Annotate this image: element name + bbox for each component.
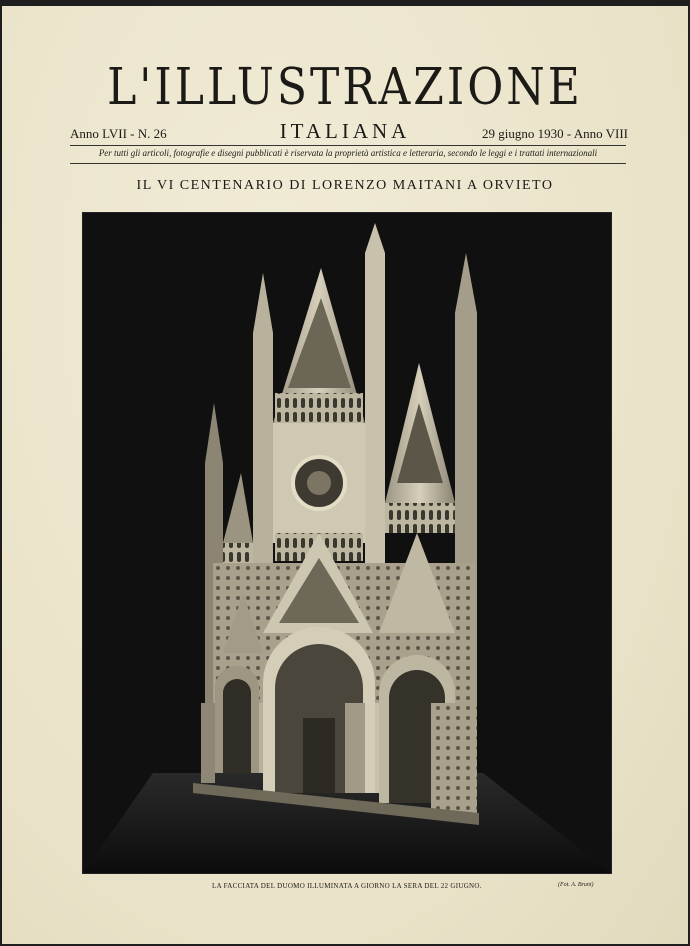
copyright-notice: Per tutti gli articoli, fotografie e disegni pubblicati è riservata la proprietà artistica e letteraria, secondo le leggi e i trattati internazionali — [98, 148, 598, 158]
article-headline: IL VI CENTENARIO DI LORENZO MAITANI A ORVIETO — [136, 178, 554, 193]
photo-caption: LA FACCIATA DEL DUOMO ILLUMINATA A GIORNO LA SERA DEL 22 GIUGNO. — [212, 882, 482, 890]
top-divider — [70, 145, 626, 146]
issue-number: Anno LVII - N. 26 — [70, 126, 167, 141]
issue-date: 29 giugno 1930 - Anno VIII — [481, 126, 628, 141]
bottom-divider — [70, 163, 626, 164]
photo-credit: (Fot. A. Bruni) — [558, 882, 594, 888]
masthead-title: L'ILLUSTRAZIONE — [107, 58, 583, 117]
masthead-subtitle: ITALIANA — [279, 119, 411, 143]
magazine-cover-page — [2, 6, 688, 944]
cathedral-photo — [82, 212, 612, 874]
